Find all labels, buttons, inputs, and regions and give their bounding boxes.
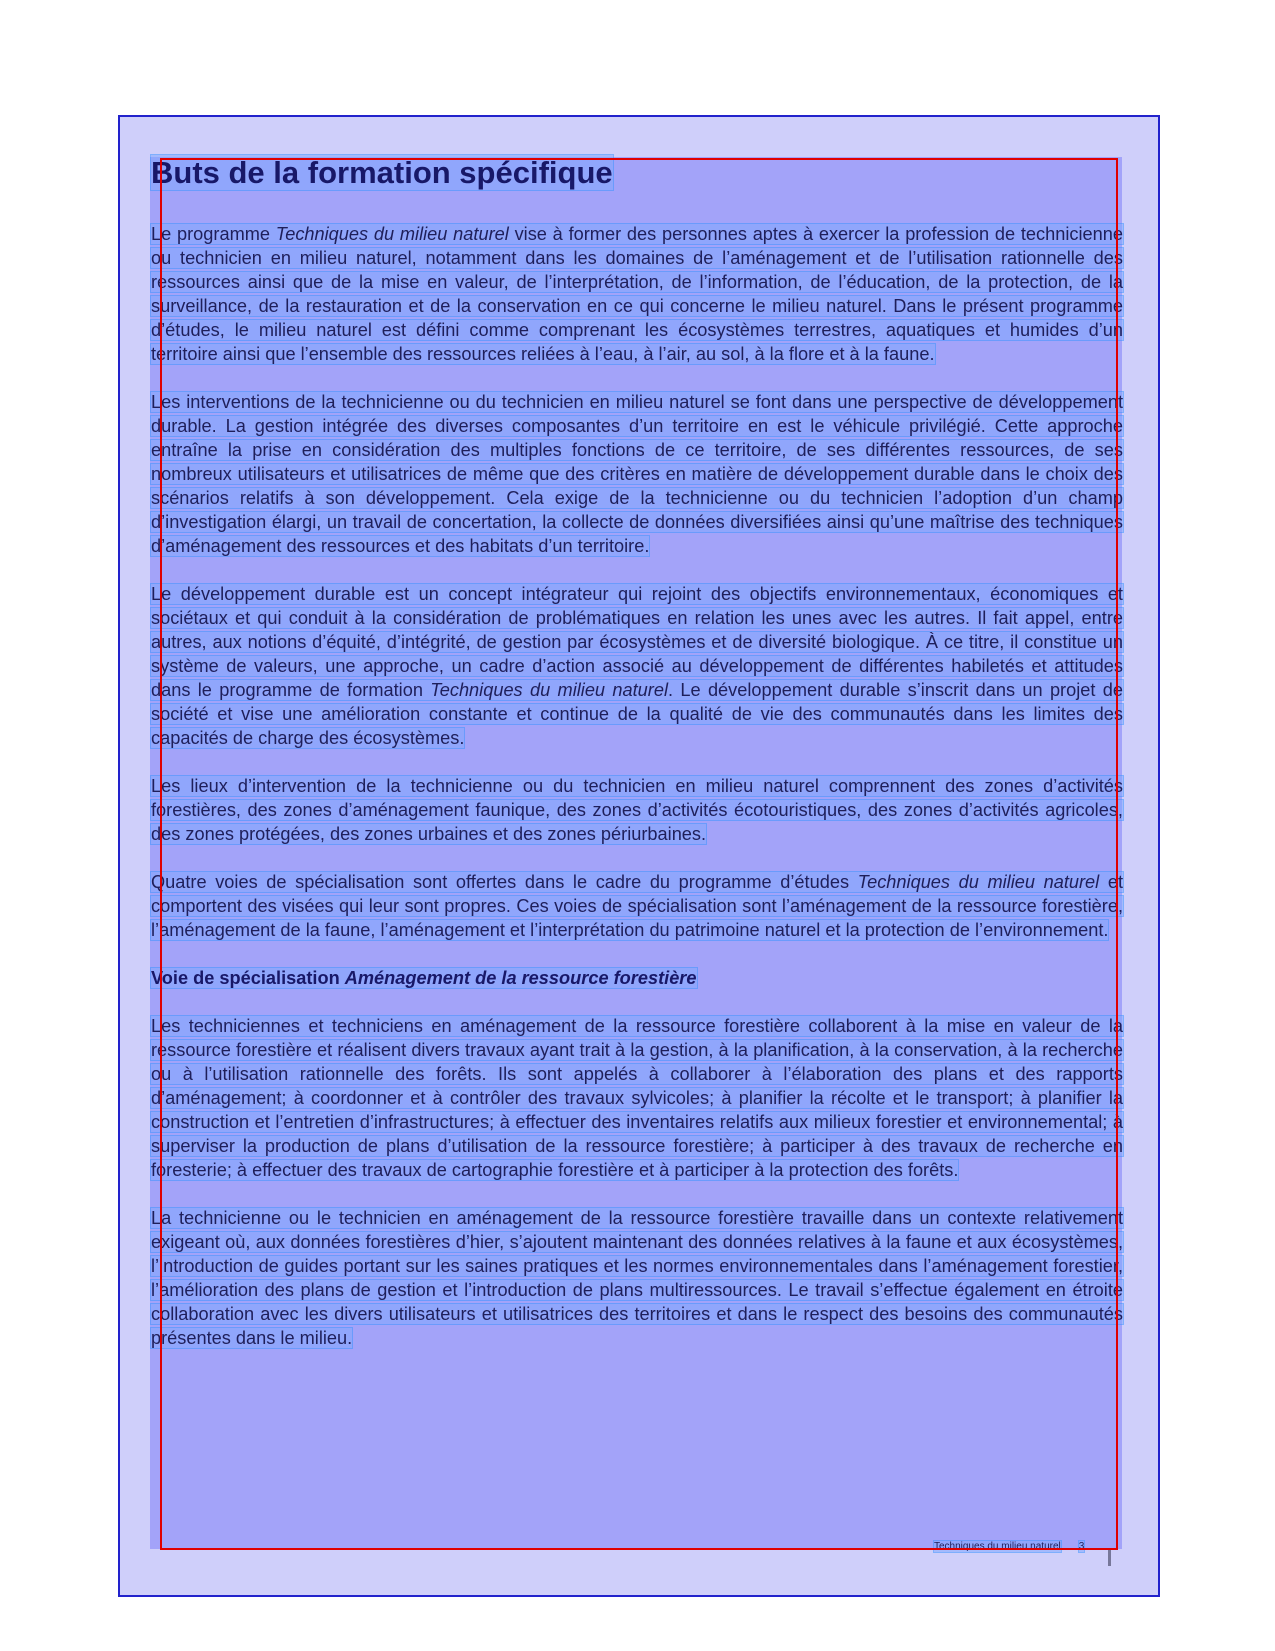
footer-title: Techniques du milieu naturel: [934, 1541, 1061, 1552]
paragraph-specializations: Quatre voies de spécialisation sont offertes dans le cadre du programme d’études Techniques du milieu naturel et comportent des visées qui leur sont propres. Ces voies de spécialisation sont l’aménagement de la ressource forestière, l’aménagement de la faune, l’aménagement et l’interprétation du patrimoine naturel et la protection de l’environnement.: [151, 872, 1124, 940]
paragraph-forestry-context: La technicienne ou le technicien en aménagement de la ressource forestière travaille dans un contexte relativement exigeant où, aux données forestières d’hier, s’ajoutent maintenant des données relatives à la faune et aux écosystèmes, l’introduction de guides portant sur les saines pratiques et les normes environnementales dans l’aménagement forestier, l’amélioration des plans de gestion et l’introduction de plans multiressources. Le travail s’effectue également en étroite collaboration avec les divers utilisateurs et utilisatrices des territoires et dans le respect des besoins des communautés présentes dans le milieu.: [151, 1208, 1123, 1348]
section-subheading: Voie de spécialisation Aménagement de la ressource forestière: [151, 968, 697, 988]
paragraph-sustainable-interventions: Les interventions de la technicienne ou du technicien en milieu naturel se font dans une perspective de développement durable. La gestion intégrée des diverses composantes d’un territoire en est le véhicule privilégié. Cette approche entraîne la prise en considération des multiples fonctions de ce territoire, de ses différentes ressources, de ses nombreux utilisateurs et utilisatrices de même que des critères en matière de développement durable dans le choix des scénarios relatifs à son développement. Cela exige de la technicienne ou du technicien l’adoption d’un champ d’investigation élargi, un travail de concertation, la collecte de données diversifiées ainsi qu’une maîtrise des techniques d’aménagement des ressources et des habitats d’un territoire.: [151, 392, 1123, 556]
document-body: [151, 153, 1123, 1350]
paragraph-intervention-sites: Les lieux d’intervention de la technicienne ou du technicien en milieu naturel comprennent des zones d’activités forestières, des zones d’aménagement faunique, des zones d’activités écotouristiques, des zones d’activités agricoles, des zones protégées, des zones urbaines et des zones périurbaines.: [151, 776, 1123, 844]
paragraph-sustainable-development: Le développement durable est un concept intégrateur qui rejoint des objectifs environnementaux, économiques et sociétaux et qui conduit à la considération de problématiques en relation les unes avec les autres. Il fait appel, entre autres, aux notions d’équité, d’intégrité, de gestion par écosystèmes et de diversité biologique. À ce titre, il constitue un système de valeurs, une approche, un cadre d’action associé au développement de différentes habiletés et attitudes dans le programme de formation Techniques du milieu naturel. Le développement durable s’inscrit dans un projet de société et vise une amélioration constante et continue de la qualité de vie des communautés dans les limites des capacités de charge des écosystèmes.: [151, 584, 1124, 748]
page-footer: [934, 1541, 1084, 1553]
page-title: Buts de la formation spécifique: [151, 155, 613, 190]
footer-marker: [1108, 1548, 1111, 1566]
paragraph-purpose: Le programme Techniques du milieu naturel vise à former des personnes aptes à exercer la profession de technicienne ou technicien en milieu naturel, notamment dans les domaines de l’aménagement et de l’utilisation rationnelle des ressources ainsi que de la mise en valeur, de l’interprétation, de l’information, de l’éducation, de la protection, de la surveillance, de la restauration et de la conservation en ce qui concerne le milieu naturel. Dans le présent programme d’études, le milieu naturel est défini comme comprenant les écosystèmes terrestres, aquatiques et humides d’un territoire ainsi que l’ensemble des ressources reliées à l’eau, à l’air, au sol, à la flore et à la faune.: [151, 224, 1124, 364]
page-number: 3: [1078, 1541, 1085, 1552]
paragraph-forestry-tasks: Les techniciennes et techniciens en aménagement de la ressource forestière collaborent à la mise en valeur de la ressource forestière et réalisent divers travaux ayant trait à la gestion, à la planification, à la conservation, à la recherche ou à l’utilisation rationnelle des forêts. Ils sont appelés à collaborer à l’élaboration des plans et des rapports d’aménagement; à coordonner et à contrôler des travaux sylvicoles; à planifier la récolte et le transport; à planifier la construction et l’entretien d’infrastructures; à effectuer des inventaires relatifs aux milieux forestier et environnemental; à superviser la production de plans d’utilisation de la ressource forestière; à participer à des travaux de recherche en foresterie; à effectuer des travaux de cartographie forestière et à participer à la protection des forêts.: [151, 1016, 1123, 1180]
